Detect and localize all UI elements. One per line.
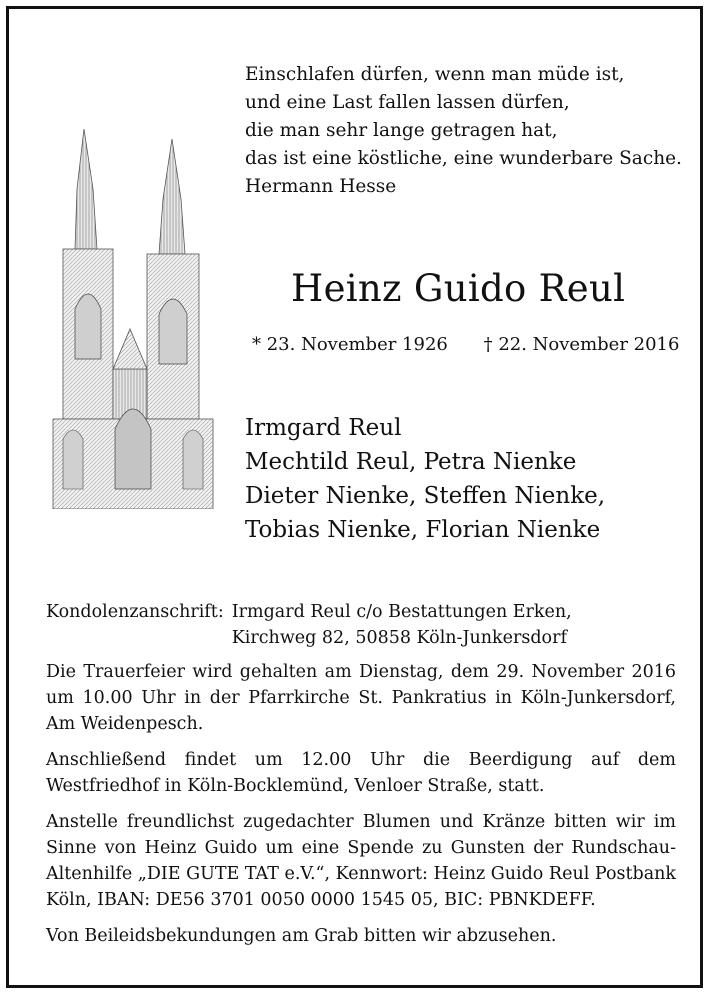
quote-line: und eine Last fallen lassen dürfen, xyxy=(245,92,570,113)
mourner-line: Dieter Nienke, Steffen Nienke, xyxy=(245,483,606,509)
quote-author: Hermann Hesse xyxy=(245,176,397,197)
quote-line: das ist eine köstliche, eine wunderbare Sache. xyxy=(245,148,682,169)
condolence-label: Kondolenzanschrift: xyxy=(46,602,224,622)
condolence-line: Irmgard Reul c/o Bestattungen Erken, xyxy=(231,602,572,622)
cologne-cathedral-icon xyxy=(49,129,219,509)
closing-paragraph: Von Beileidsbekundungen am Grab bitten wir abzusehen. xyxy=(46,926,557,946)
mourner-line: Tobias Nienke, Florian Nienke xyxy=(245,517,601,543)
quote-line: Einschlafen dürfen, wenn man müde ist, xyxy=(245,64,625,85)
condolence-address xyxy=(46,599,676,651)
notice-body xyxy=(46,599,676,959)
deceased-name: Heinz Guido Reul xyxy=(291,267,626,310)
mourners-list xyxy=(245,411,605,547)
burial-paragraph: Anschließend findet um 12.00 Uhr die Beerdigung auf dem Westfriedhof in Köln-Bocklemünd, Venloer Straße, statt. xyxy=(46,750,676,796)
death-date: † 22. November 2016 xyxy=(483,334,680,355)
mourner-line: Irmgard Reul xyxy=(245,415,402,441)
life-dates xyxy=(252,334,679,355)
birth-date: * 23. November 1926 xyxy=(252,334,448,355)
obituary-notice xyxy=(6,6,703,988)
quote-line: die man sehr lange getragen hat, xyxy=(245,120,558,141)
condolence-line: Kirchweg 82, 50858 Köln-Junkersdorf xyxy=(231,628,567,648)
mourner-line: Mechtild Reul, Petra Nienke xyxy=(245,449,577,475)
quote-block xyxy=(245,61,695,201)
donation-paragraph: Anstelle freundlichst zugedachter Blumen und Kränze bitten wir im Sinne von Heinz Guido um eine Spende zu Gunsten der Rundschau-Altenhilfe „DIE GUTE TAT e.V.“, Kennwort: Heinz Guido Reul Postbank Köln, IBAN: DE56 3701 0050 0000 1545 05, BIC: PBNKDEFF. xyxy=(46,812,676,910)
funeral-paragraph: Die Trauerfeier wird gehalten am Dienstag, dem 29. November 2016 um 10.00 Uhr in der Pfarrkirche St. Pankratius in Köln-Junkersdorf, Am Weidenpesch. xyxy=(46,662,676,734)
